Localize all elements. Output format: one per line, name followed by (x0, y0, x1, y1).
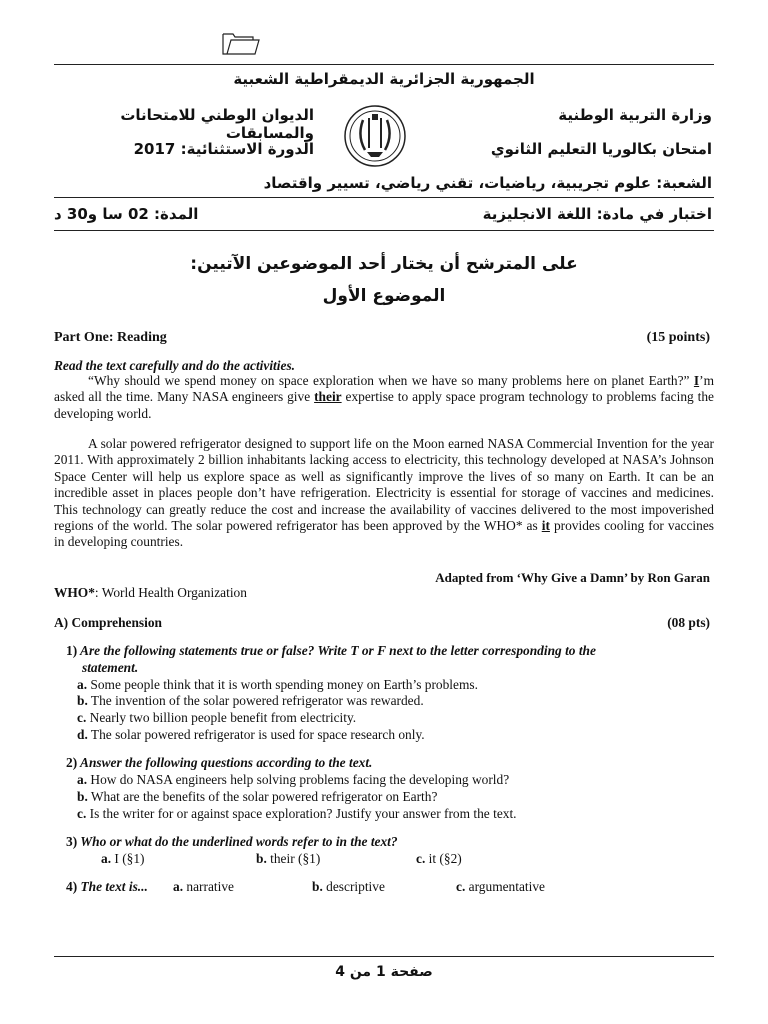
p1-text-b: ’m asked all the time. Many NASA engineers give (54, 373, 714, 405)
q1-c-text: Nearly two billion people benefit from electricity. (86, 710, 357, 725)
q1-a-text: Some people think that it is worth spending money on Earth’s problems. (87, 677, 478, 692)
q4-c-letter: c. (456, 879, 466, 894)
q1-item-a (77, 677, 478, 693)
part-one-title: Part One: Reading (54, 330, 167, 345)
q2-b-text: What are the benefits of the solar powered refrigerator on Earth? (87, 789, 438, 804)
q2-c-letter: c. (77, 806, 87, 821)
q1-a-letter: a. (77, 677, 88, 692)
duration-label: المدة: 02 سا و30 د (54, 205, 199, 223)
q3-c-letter: c. (416, 851, 426, 866)
national-emblem (343, 104, 407, 168)
question-2 (66, 755, 372, 771)
question-1 (66, 643, 596, 659)
header-rule-1 (54, 197, 714, 198)
q3-a-letter: a. (101, 851, 112, 866)
streams-label: الشعبة: علوم تجريبية، رياضيات، تقني رياضي، تسيير واقتصاد (263, 174, 712, 192)
q3-c-text: it (§2) (425, 851, 462, 866)
comprehension-points: (08 pts) (667, 615, 710, 630)
p2-text-a: A solar powered refrigerator designed to support life on the Moon earned NASA Commercial Invention for the year 2011. With approximately 2 billion inhabitants lacking access to electricity, this technology developed at NASA’s Johnson Space Center will help us explore space as well as significantly improve the lives of so many on Earth. It can be an incredible asset in places people don’t have refrigeration. Electricity is essential for storage of vaccines and medicines. This technology can greatly reduce the cost and increase the availability of vaccines delivered to the most impoverished regions of the world. The solar powered refrigerator has been approved by the WHO* as (54, 436, 714, 534)
p1-text-a: “Why should we spend money on space exploration when we have so many problems here on planet Earth?” (88, 373, 694, 388)
q2-a-letter: a. (77, 772, 88, 787)
office-name: الديوان الوطني للامتحانات والمسابقات (120, 106, 314, 142)
who-definition: : World Health Organization (94, 585, 247, 600)
exam-name: امتحان بكالوريا التعليم الثانوي (490, 140, 712, 158)
underlined-their: their (314, 389, 342, 405)
q4-a-text: narrative (183, 879, 234, 894)
session-label: الدورة الاستثنائية: 2017 (133, 140, 314, 158)
q1-item-d (77, 727, 425, 743)
who-footnote (54, 585, 247, 601)
q4-b-text: descriptive (322, 879, 385, 894)
q2-b-letter: b. (77, 789, 88, 804)
subject-label: اختبار في مادة: اللغة الانجليزية (482, 205, 712, 223)
folder-icon (222, 30, 260, 56)
footer-rule (54, 956, 714, 957)
q1-b-letter: b. (77, 693, 88, 708)
q2-number: 2) (66, 755, 78, 770)
part-one-points: (15 points) (646, 330, 710, 345)
who-label: WHO* (54, 585, 95, 600)
q2-item-a (77, 772, 509, 788)
paragraph-1 (54, 373, 714, 422)
q3-item-c (416, 851, 462, 867)
q1-c-letter: c. (77, 710, 87, 725)
q1-prompt: Are the following statements true or false? Write T or F next to the letter corresponding to the (77, 643, 596, 658)
q3-item-a (101, 851, 145, 867)
paragraph-2 (54, 436, 714, 551)
republic-title: الجمهورية الجزائرية الديمقراطية الشعبية (233, 70, 535, 88)
q4-c-text: argumentative (465, 879, 545, 894)
q1-item-c (77, 710, 356, 726)
q4-item-a (173, 879, 234, 895)
page-number: صفحة 1 من 4 (335, 964, 433, 980)
q2-item-b (77, 789, 437, 805)
underlined-I: I (693, 373, 700, 388)
choice-instruction: على المترشح أن يختار أحد الموضوعين الآتيين: (190, 254, 578, 274)
ministry-name: وزارة التربية الوطنية (558, 106, 712, 124)
top-rule (54, 64, 714, 65)
q1-b-text: The invention of the solar powered refrigerator was rewarded. (87, 693, 424, 708)
q1-d-text: The solar powered refrigerator is used for space research only. (87, 727, 425, 742)
q1-item-b (77, 693, 424, 709)
underlined-it: it (541, 518, 550, 534)
q4-item-b (312, 879, 385, 895)
q4-number: 4) (66, 879, 78, 894)
q2-c-text: Is the writer for or against space exploration? Justify your answer from the text. (86, 806, 517, 821)
q2-item-c (77, 806, 517, 822)
q3-a-text: I (§1) (111, 851, 145, 866)
q4-prompt: The text is... (77, 879, 148, 894)
q3-prompt: Who or what do the underlined words refer to in the text? (77, 834, 398, 849)
question-3 (66, 834, 398, 850)
q2-prompt: Answer the following questions according to the text. (77, 755, 373, 770)
q4-a-letter: a. (173, 879, 184, 894)
q3-number: 3) (66, 834, 78, 849)
reading-instruction: Read the text carefully and do the activities. (54, 358, 295, 373)
q2-a-text: How do NASA engineers help solving problems facing the developing world? (87, 772, 510, 787)
q3-item-b (256, 851, 320, 867)
q3-b-letter: b. (256, 851, 267, 866)
text-source: Adapted from ‘Why Give a Damn’ by Ron Garan (435, 570, 710, 585)
q1-prompt-cont: statement. (82, 660, 139, 675)
q4-item-c (456, 879, 545, 895)
q4-b-letter: b. (312, 879, 323, 894)
q1-number: 1) (66, 643, 78, 658)
q1-d-letter: d. (77, 727, 88, 742)
question-4 (66, 879, 148, 895)
header-rule-2 (54, 230, 714, 231)
p2-text-b: provides cooling for vaccines in developing countries. (54, 518, 714, 550)
comprehension-title: A) Comprehension (54, 615, 163, 630)
q3-b-text: their (§1) (266, 851, 321, 866)
p1-text-c: expertise to apply space program technology to problems facing the developing world. (54, 389, 715, 421)
topic-heading: الموضوع الأول (322, 286, 446, 306)
